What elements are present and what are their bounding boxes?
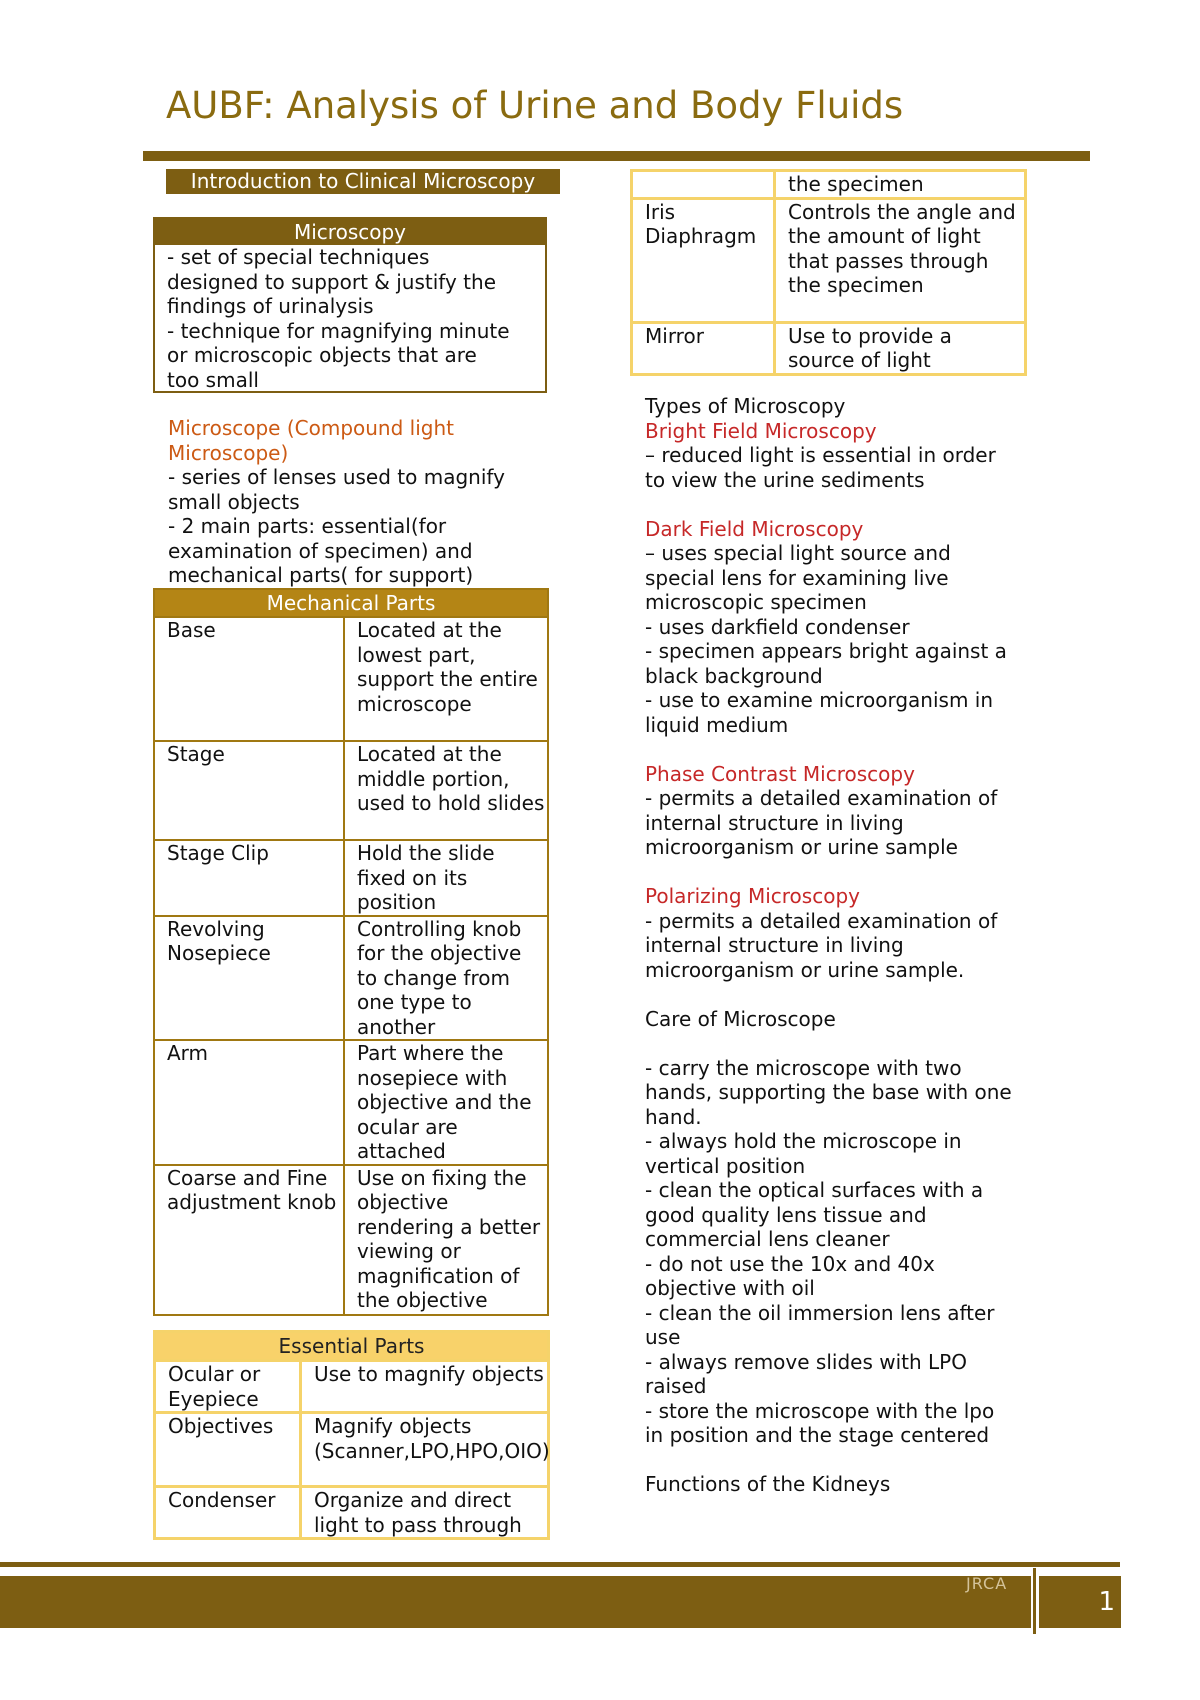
care-line: hands, supporting the base with one bbox=[645, 1080, 1012, 1104]
types-line: - permits a detailed examination of bbox=[645, 786, 998, 810]
microscopy-heading: Microscopy bbox=[155, 219, 545, 245]
table-row bbox=[154, 617, 548, 741]
types-line: - permits a detailed examination of bbox=[645, 908, 998, 933]
part-name bbox=[632, 171, 775, 199]
table-row bbox=[632, 322, 1026, 374]
part-desc: Located at the middle portion, used to hold slides bbox=[344, 741, 548, 840]
microscope-line: small objects bbox=[168, 489, 300, 514]
footer-rule bbox=[0, 1562, 1120, 1567]
table-row bbox=[155, 1487, 549, 1539]
table-row bbox=[154, 741, 548, 840]
table-row bbox=[632, 198, 1026, 322]
table-row bbox=[154, 1165, 548, 1315]
microscopy-box bbox=[153, 217, 547, 393]
types-line: black background bbox=[645, 663, 823, 688]
essential-parts-heading: Essential Parts bbox=[155, 1332, 549, 1361]
mechanical-parts-heading: Mechanical Parts bbox=[154, 589, 548, 617]
footer-separator bbox=[1033, 1568, 1036, 1634]
microscope-line: examination of specimen) and bbox=[168, 538, 473, 563]
microscopy-line: - technique for magnifying minute bbox=[167, 318, 510, 343]
part-name: Objectives bbox=[155, 1413, 301, 1487]
care-line: use bbox=[645, 1325, 681, 1349]
essential-parts-table bbox=[153, 1330, 550, 1540]
footer-label: JRCA bbox=[966, 1574, 1008, 1593]
microscopy-line: too small bbox=[167, 367, 259, 392]
part-name: Ocular or Eyepiece bbox=[155, 1361, 301, 1413]
table-row bbox=[632, 171, 1026, 199]
types-line: – uses special light source and bbox=[645, 541, 951, 565]
part-name: Stage Clip bbox=[154, 840, 344, 916]
part-name: Condenser bbox=[155, 1487, 301, 1539]
types-heading: Types of Microscopy bbox=[645, 394, 846, 418]
types-line: internal structure in living bbox=[645, 810, 904, 835]
care-line: in position and the stage centered bbox=[645, 1423, 990, 1447]
title-rule bbox=[143, 151, 1090, 161]
part-desc: Controlling knob for the objective to change from one type to another bbox=[344, 916, 548, 1041]
care-line: commercial lens cleaner bbox=[645, 1227, 890, 1251]
care-line: - carry the microscope with two bbox=[645, 1055, 962, 1080]
part-desc: Part where the nosepiece with objective and the ocular are attached bbox=[344, 1040, 548, 1165]
microscope-line: - 2 main parts: essential(for bbox=[168, 514, 447, 538]
part-desc: Organize and direct light to pass through bbox=[301, 1487, 549, 1539]
page-title: AUBF: Analysis of Urine and Body Fluids bbox=[166, 84, 904, 127]
care-line: - always remove slides with LPO bbox=[645, 1349, 967, 1374]
table-row bbox=[154, 1040, 548, 1165]
part-name: Base bbox=[154, 617, 344, 741]
care-heading: Care of Microscope bbox=[645, 1006, 836, 1031]
polarizing-title: Polarizing Microscopy bbox=[645, 884, 860, 908]
microscope-line: - series of lenses used to magnify bbox=[168, 465, 505, 489]
table-row bbox=[155, 1413, 549, 1487]
care-line: vertical position bbox=[645, 1153, 806, 1178]
table-row bbox=[154, 840, 548, 916]
part-name: Revolving Nosepiece bbox=[154, 916, 344, 1041]
types-line: microscopic specimen bbox=[645, 590, 867, 614]
part-desc: Use to provide a source of light bbox=[775, 322, 1026, 374]
microscopy-line: - set of special techniques bbox=[167, 245, 430, 269]
part-desc: the specimen bbox=[775, 171, 1026, 199]
footer-bar bbox=[0, 1576, 1031, 1628]
part-name: Mirror bbox=[632, 322, 775, 374]
microscope-line: mechanical parts( for support) bbox=[168, 563, 474, 587]
intro-heading: Introduction to Clinical Microscopy bbox=[166, 169, 560, 194]
types-line: to view the urine sediments bbox=[645, 467, 925, 492]
mechanical-parts-table bbox=[153, 588, 549, 1316]
care-line: - clean the oil immersion lens after bbox=[645, 1300, 995, 1325]
types-line: microorganism or urine sample bbox=[645, 835, 958, 859]
microscopy-line: designed to support & justify the bbox=[167, 269, 496, 294]
table-row bbox=[154, 916, 548, 1041]
microscopy-line: or microscopic objects that are bbox=[167, 343, 477, 367]
types-line: special lens for examining live bbox=[645, 565, 949, 590]
essential-parts-table-cont bbox=[630, 169, 1027, 376]
care-line: - do not use the 10x and 40x bbox=[645, 1251, 935, 1276]
part-desc: Magnify objects (Scanner,LPO,HPO,OIO) bbox=[301, 1413, 549, 1487]
care-line: objective with oil bbox=[645, 1276, 815, 1300]
types-line: liquid medium bbox=[645, 712, 789, 737]
kidneys-heading: Functions of the Kidneys bbox=[645, 1472, 891, 1496]
types-line: – reduced light is essential in order bbox=[645, 443, 996, 467]
types-line: - specimen appears bright against a bbox=[645, 639, 1007, 663]
types-line: internal structure in living bbox=[645, 933, 904, 957]
microscope-section bbox=[168, 416, 558, 588]
part-name: Coarse and Fine adjustment knob bbox=[154, 1165, 344, 1315]
care-line: raised bbox=[645, 1374, 707, 1398]
bright-field-title: Bright Field Microscopy bbox=[645, 418, 877, 443]
care-line: good quality lens tissue and bbox=[645, 1202, 927, 1227]
microscopy-body bbox=[155, 245, 545, 392]
care-line: - always hold the microscope in bbox=[645, 1129, 962, 1153]
part-desc: Controls the angle and the amount of light that passes through the specimen bbox=[775, 198, 1026, 322]
part-desc: Use on fixing the objective rendering a better viewing or magnification of the objective bbox=[344, 1165, 548, 1315]
part-desc: Use to magnify objects bbox=[301, 1361, 549, 1413]
page-number: 1 bbox=[1039, 1576, 1121, 1628]
dark-field-title: Dark Field Microscopy bbox=[645, 516, 864, 541]
types-line: - uses darkfield condenser bbox=[645, 614, 910, 639]
microscope-heading-cont: Microscope) bbox=[168, 440, 289, 465]
care-line: hand. bbox=[645, 1104, 702, 1129]
part-name: Stage bbox=[154, 741, 344, 840]
table-row bbox=[155, 1361, 549, 1413]
types-line: microorganism or urine sample. bbox=[645, 957, 965, 982]
care-line: - store the microscope with the lpo bbox=[645, 1398, 995, 1423]
part-desc: Hold the slide fixed on its position bbox=[344, 840, 548, 916]
part-name: Arm bbox=[154, 1040, 344, 1165]
microscopy-line: findings of urinalysis bbox=[167, 294, 374, 318]
part-name: Iris Diaphragm bbox=[632, 198, 775, 322]
types-line: - use to examine microorganism in bbox=[645, 688, 994, 712]
microscope-heading: Microscope (Compound light bbox=[168, 416, 454, 440]
phase-contrast-title: Phase Contrast Microscopy bbox=[645, 761, 915, 786]
care-line: - clean the optical surfaces with a bbox=[645, 1178, 984, 1202]
part-desc: Located at the lowest part, support the entire microscope bbox=[344, 617, 548, 741]
types-section bbox=[645, 394, 1065, 1497]
